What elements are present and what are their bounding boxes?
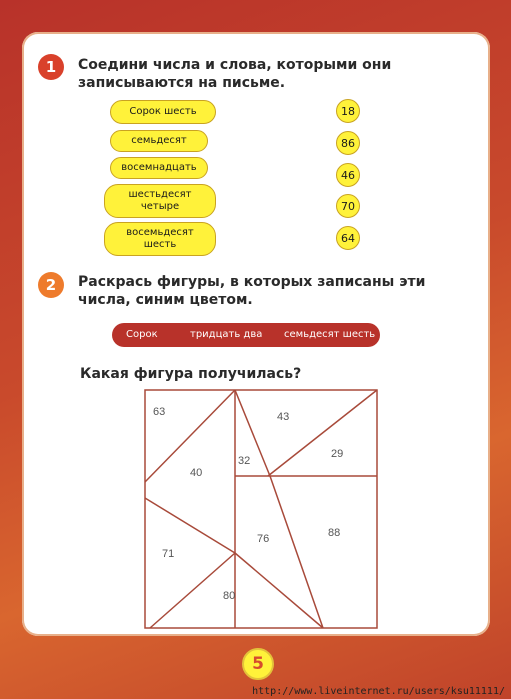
figure-number: 40 [190,467,203,479]
source-url[interactable]: http://www.liveinternet.ru/users/ksu11111/ [252,686,505,697]
task2-text: Раскрась фигуры, в которых записаны эти числа, синим цветом. [78,274,426,308]
task1-text: Соедини числа и слова, которыми они записываются на письме. [78,57,392,91]
bar-word: Сорок [126,329,158,340]
number-circle[interactable]: 86 [336,131,360,155]
number-circle[interactable]: 46 [336,163,360,187]
figure-number: 29 [331,448,344,460]
task1-badge: 1 [38,54,64,80]
page-number-badge: 5 [242,648,274,680]
figure-number: 76 [257,533,270,545]
figure-number: 88 [328,527,341,539]
number-circle[interactable]: 18 [336,99,360,123]
number-circle[interactable]: 70 [336,194,360,218]
word-pill[interactable]: шестьдесят четыре [104,184,216,218]
word-pill[interactable]: Сорок шесть [110,100,216,124]
word-pill[interactable]: восемьдесят шесть [104,222,216,256]
figure-number: 32 [238,455,251,467]
question-text: Какая фигура получилась? [80,366,302,382]
bar-word: семьдесят шесть [284,329,376,340]
task2-badge: 2 [38,272,64,298]
figure-number: 71 [162,548,175,560]
figure-number: 80 [223,590,236,602]
bar-word: тридцать два [190,329,263,340]
word-pill[interactable]: восемнадцать [110,157,208,179]
number-circle[interactable]: 64 [336,226,360,250]
figure-number: 63 [153,406,166,418]
figure-border [145,390,377,628]
word-pill[interactable]: семьдесят [110,130,208,152]
figure-number: 43 [277,411,290,423]
